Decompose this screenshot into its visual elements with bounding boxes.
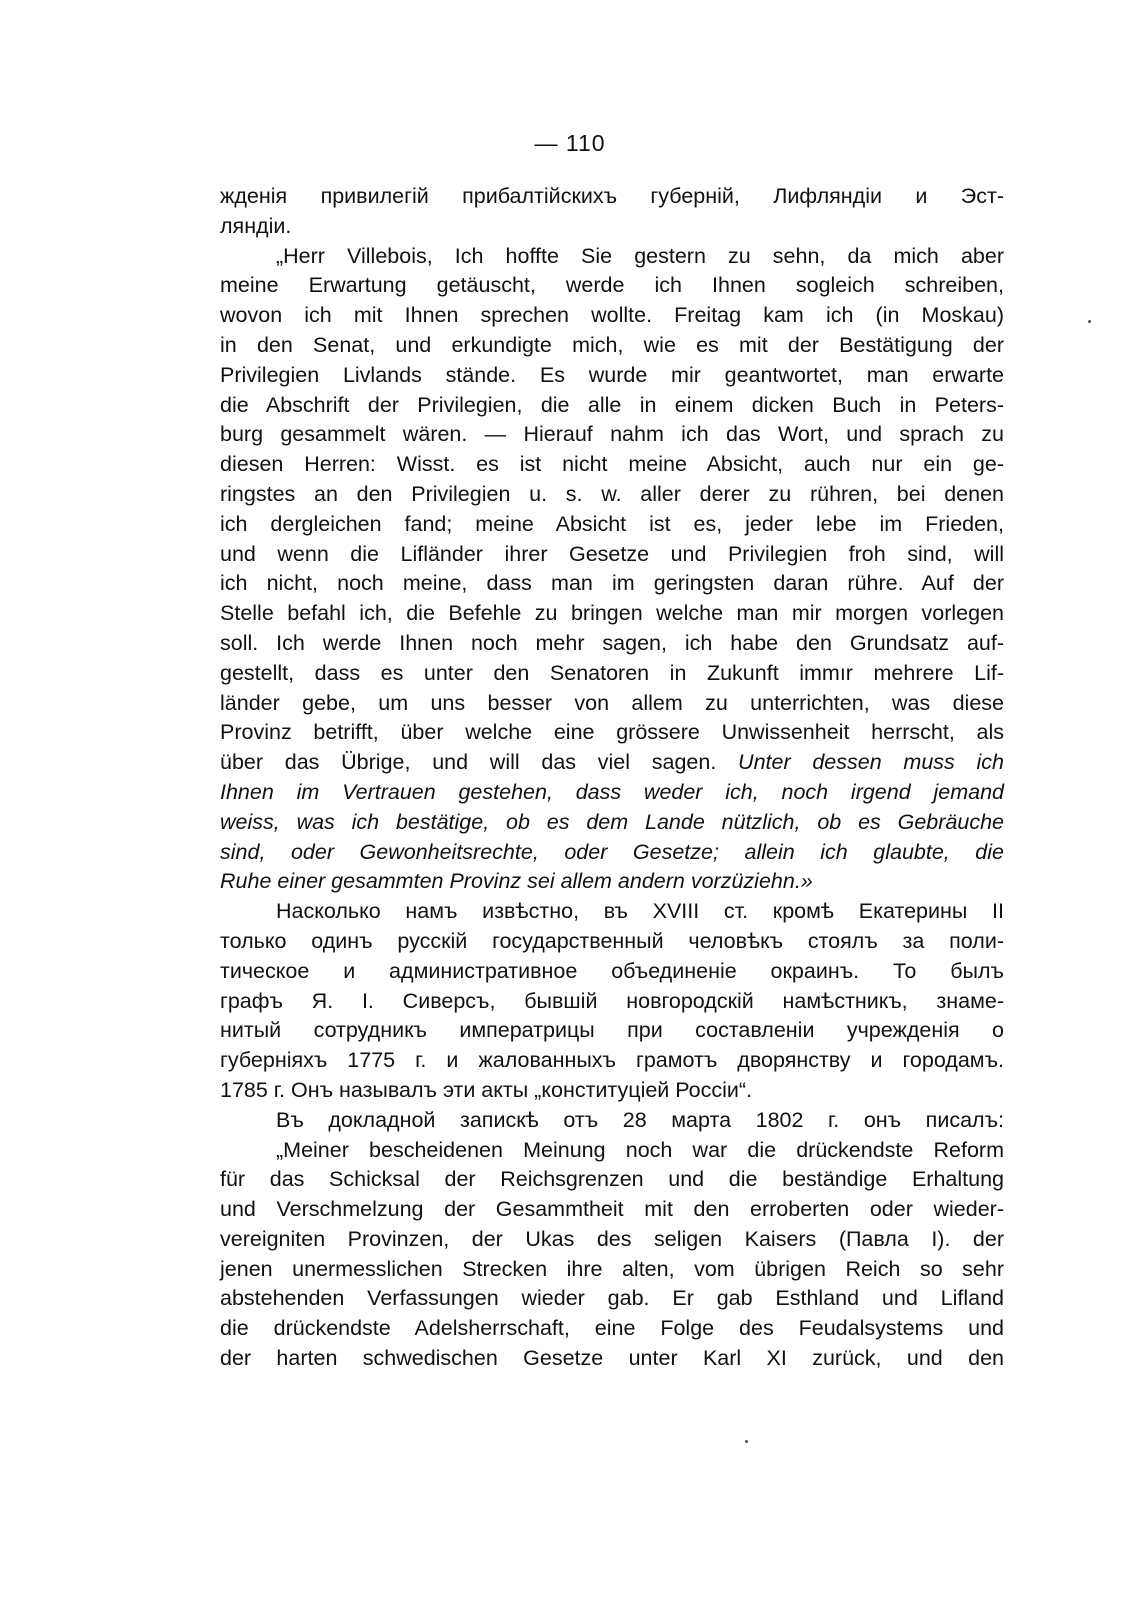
text-line: Stelle befahl ich, die Befehle zu bringen welche man mir morgen vorlegen [220, 601, 1004, 626]
text-line: Ruhe einer gesammten Provinz sei allem andern vorzüziehn.» [220, 869, 813, 894]
text-line: Provinz betrifft, über welche eine grössere Unwissenheit herrscht, als [220, 720, 1004, 745]
text-line: Въ докладной запискѣ отъ 28 марта 1802 г. онъ писалъ: [276, 1107, 1004, 1132]
text-line: Ihnen im Vertrauen gestehen, dass weder ich, noch irgend jemand [220, 779, 1004, 804]
page-number: — 110 [534, 130, 606, 156]
text-line: Privilegien Livlands stände. Es wurde mir geantwortet, man erwarte [220, 362, 1004, 387]
body-text [220, 182, 1004, 1374]
text-line: meine Erwartung getäuscht, werde ich Ihnen sogleich schreiben, [220, 273, 1004, 298]
text-line: länder gebe, um uns besser von allem zu unterrichten, was diese [220, 690, 1004, 715]
text-line: ich dergleichen fand; meine Absicht ist es, jeder lebe im Frieden, [220, 511, 1004, 536]
text-line: soll. Ich werde Ihnen noch mehr sagen, ich habe den Grundsatz auf- [220, 630, 1004, 655]
text-line: 1785 г. Онъ называлъ эти акты „конституціей Россіи“. [220, 1077, 753, 1102]
text-line: in den Senat, und erkundigte mich, wie es mit der Bestätigung der [220, 332, 1004, 357]
text-line: только одинъ русскій государственный человѣкъ стоялъ за поли- [220, 928, 1004, 953]
text-line: графъ Я. І. Сиверсъ, бывшій новгородскій намѣстникъ, знаме- [220, 988, 1004, 1013]
text-line: diesen Herren: Wisst. es ist nicht meine Absicht, auch nur ein ge- [220, 452, 1004, 477]
text-line: für das Schicksal der Reichsgrenzen und die beständige Erhaltung [220, 1167, 1004, 1192]
text-line: губерніяхъ 1775 г. и жалованныхъ грамотъ дворянству и городамъ. [220, 1048, 1004, 1073]
text-line: weiss, was ich bestätige, ob es dem Lande nützlich, ob es Gebräuche [220, 809, 1004, 834]
text-line: тическое и административное объединеніе окраинъ. То былъ [220, 958, 1004, 983]
text-line: ляндіи. [220, 213, 292, 238]
text-line: die drückendste Adelsherrschaft, eine Folge des Feudalsystems und [220, 1316, 1004, 1341]
text-line: sind, oder Gewonheitsrechte, oder Gesetze; allein ich glaubte, die [220, 839, 1004, 864]
text-line: und wenn die Lifländer ihrer Gesetze und Privilegien froh sind, will [220, 541, 1004, 566]
text-line: gestellt, dass es unter den Senatoren in Zukunft immır mehrere Lif- [220, 660, 1004, 685]
text-segment: über das Übrige, und will das viel sagen. [220, 750, 739, 775]
text-line: abstehenden Verfassungen wieder gab. Er gab Esthland und Lifland [220, 1286, 1004, 1311]
text-line: burg gesammelt wären. — Hierauf nahm ich das Wort, und sprach zu [220, 422, 1004, 447]
text-line: Насколько намъ извѣстно, въ XVIII ст. кромѣ Екатерины II [276, 899, 1004, 924]
text-line: „Meiner bescheidenen Meinung noch war die drückendste Reform [276, 1137, 1004, 1162]
text-line: ringstes an den Privilegien u. s. w. aller derer zu rühren, bei denen [220, 481, 1004, 506]
scan-speck [745, 1440, 748, 1443]
text-line: wovon ich mit Ihnen sprechen wollte. Freitag kam ich (in Moskau) [220, 303, 1004, 328]
text-line: жденія привилегій прибалтійскихъ губерній, Лифляндіи и Эст- [220, 184, 1004, 208]
text-line: der harten schwedischen Gesetze unter Karl XI zurück, und den [220, 1346, 1004, 1371]
scan-speck [1088, 320, 1091, 323]
italic-text-segment: Unter dessen muss ich [738, 750, 1004, 775]
text-line [220, 748, 1004, 778]
text-line: ich nicht, noch meine, dass man im geringsten daran rühre. Auf der [220, 571, 1004, 596]
text-line: und Verschmelzung der Gesammtheit mit den erroberten oder wieder- [220, 1197, 1004, 1222]
text-line: нитый сотрудникъ императрицы при составленіи учрежденія о [220, 1018, 1004, 1043]
text-line: die Abschrift der Privilegien, die alle in einem dicken Buch in Peters- [220, 392, 1004, 417]
text-line: jenen unermesslichen Strecken ihre alten, vom übrigen Reich so sehr [220, 1256, 1004, 1281]
text-line: vereigniten Provinzen, der Ukas des seligen Kaisers (Павла I). der [220, 1226, 1004, 1251]
text-line: „Herr Villebois, Ich hoffte Sie gestern zu sehn, da mich aber [276, 243, 1004, 268]
